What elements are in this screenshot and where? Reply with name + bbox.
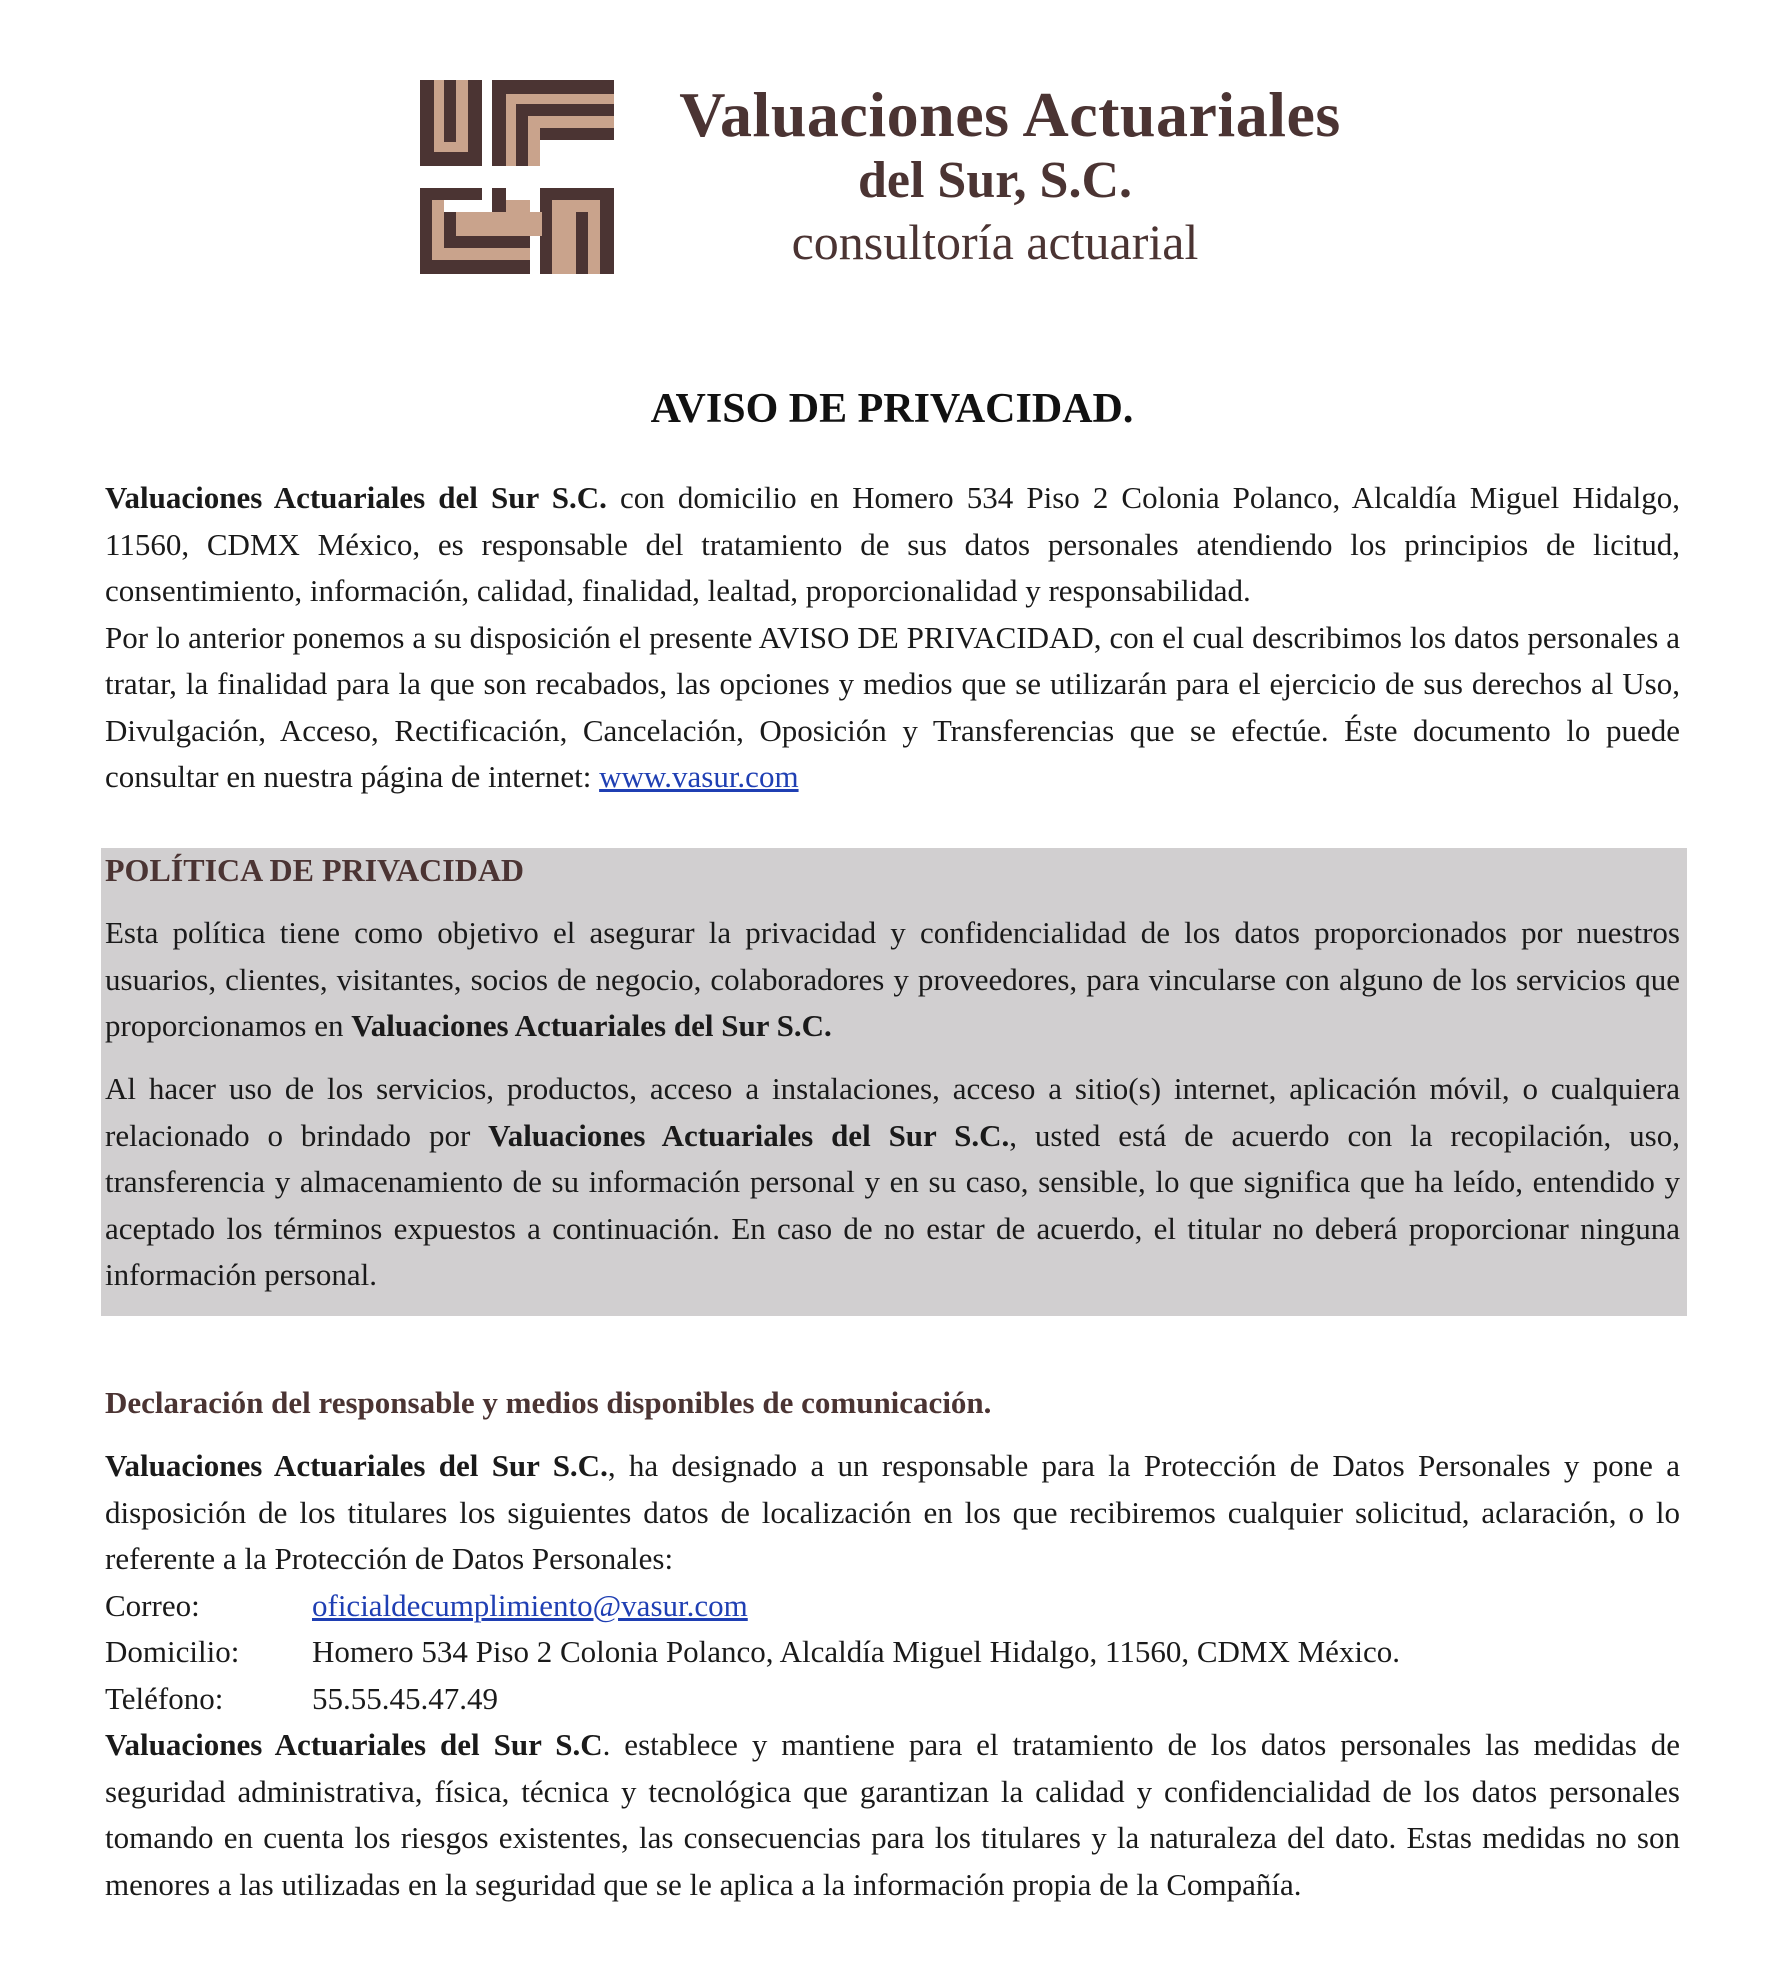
brand-tagline: consultoría actuarial [791,214,1199,270]
brand-name: Valuaciones Actuariales [679,79,1341,150]
contact-value-phone: 55.55.45.47.49 [312,1680,498,1716]
company-name-bold: Valuaciones Actuariales del Sur S.C. [488,1117,1010,1153]
policy-text-1: Esta política tiene como objetivo el asegurar la privacidad y confidencialidad de los datos proporcionados por nuestros usuarios, clientes, visitantes, socios de negocio, colaboradores y proveedores, para vincularse con alguno de los servicios que proporcionamos en [105,915,1680,1043]
policy-text-2a: Al hacer uso de los servicios, productos, acceso a instalaciones, acceso a sitio(s) internet, aplicación móvil, o cualquiera relacionado o brindado por [105,1071,1680,1153]
intro-paragraph-2 [105,615,1680,801]
contact-row-phone [105,1676,1680,1723]
policy-paragraph-2 [105,1066,1680,1299]
contact-row-email [105,1583,1680,1630]
intro-text-1: con domicilio en Homero 534 Piso 2 Colonia Polanco, Alcaldía Miguel Hidalgo, 11560, CDMX México, es responsable del tratamiento de sus datos personales atendiendo los principios de licitud, consentimiento, información, calidad, finalidad, lealtad, proporcionalidad y responsabilidad. [105,480,1681,608]
interlaced-square-logo-icon [420,80,614,274]
brand-suffix: del Sur, S.C. [857,152,1133,209]
intro-paragraph-1 [105,475,1680,615]
company-brand [640,80,1380,270]
email-link[interactable]: oficialdecumplimiento@vasur.com [312,1587,748,1623]
contact-value-email [312,1583,1680,1630]
company-name-bold: Valuaciones Actuariales del Sur S.C. [105,1448,608,1483]
intro-text-2: Por lo anterior ponemos a su disposición el presente AVISO DE PRIVACIDAD, con el cual describimos los datos personales a tratar, la finalidad para la que son recabados, las opciones y medios que se utilizarán para el ejercicio de sus derechos al Uso, Divulgación, Acceso, Rectificación, Cancelación, Oposición y Transferencias que se efectúe. Éste documento lo puede consultar en nuestra página de internet: [105,619,1680,794]
intro-section [105,475,1680,801]
contact-label: Correo: [105,1587,200,1623]
declaration-section [105,1443,1680,1908]
contact-label: Teléfono: [105,1680,224,1716]
page-title: AVISO DE PRIVACIDAD. [650,386,1134,432]
policy-paragraph-1 [105,910,1680,1050]
contact-row-address [105,1629,1680,1676]
company-name-bold: Valuaciones Actuariales del Sur S.C. [105,480,607,515]
company-name-bold: Valuaciones Actuariales del Sur S.C [105,1727,603,1762]
declaration-paragraph-2 [105,1722,1680,1908]
company-name-bold: Valuaciones Actuariales del Sur S.C. [351,1008,832,1043]
policy-heading: POLÍTICA DE PRIVACIDAD [105,852,525,888]
contact-value-address: Homero 534 Piso 2 Colonia Polanco, Alcaldía Miguel Hidalgo, 11560, CDMX México. [312,1634,1401,1669]
declaration-heading: Declaración del responsable y medios disponibles de comunicación. [105,1385,992,1420]
website-link[interactable]: www.vasur.com [599,759,799,794]
declaration-text-1: , ha designado a un responsable para la Protección de Datos Personales y pone a disposición de los titulares los siguientes datos de localización en los que recibiremos cualquier solicitud, aclaración, o lo referente a la Protección de Datos Personales: [105,1448,1680,1576]
declaration-text-2: . establece y mantiene para el tratamiento de los datos personales las medidas de seguridad administrativa, física, técnica y tecnológica que garantizan la calidad y confidencialidad de los datos personales tomando en cuenta los riesgos existentes, las consecuencias para los titulares y la naturaleza del dato. Estas medidas no son menores a las utilizadas en la seguridad que se le aplica a la información propia de la Compañía. [105,1727,1680,1902]
contact-label: Domicilio: [105,1634,240,1669]
policy-text-2b: , usted está de acuerdo con la recopilación, uso, transferencia y almacenamiento de su información personal y en su caso, sensible, lo que significa que ha leído, entendido y aceptado los términos expuestos a continuación. En caso de no estar de acuerdo, el titular no deberá proporcionar ninguna información personal. [105,1117,1680,1292]
declaration-paragraph-1 [105,1443,1680,1583]
company-header [420,80,1380,280]
